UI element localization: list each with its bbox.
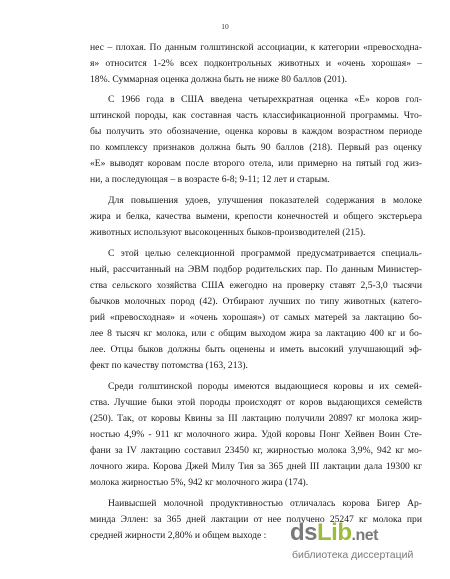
watermark-subtitle: библиотека диссертаций	[292, 549, 414, 561]
text-line: ства сельского хозяйства США ежегодно на проверку ставят 2,5-3,0 тысячи	[90, 280, 422, 291]
dslib-watermark	[290, 517, 432, 567]
logo-lib-text: Lib	[317, 519, 352, 546]
text-line: ностью 4,9% - 911 кг молочного жира. Удой коровы Понг Хейвен Воин Сте-	[90, 429, 422, 440]
text-line: 18%. Суммарная оценка должна быть не ниже 80 баллов (201).	[90, 74, 348, 85]
dslib-logo	[290, 519, 378, 550]
text-line: лее. Отцы быков должны быть оценены и иметь высокий улучшающий эф-	[90, 344, 422, 355]
text-line: животных используют высокоценных быков-производителей (215).	[90, 227, 366, 238]
text-line: ный, рассчитанный на ЭВМ подбор родительских пар. По данным Министер-	[90, 264, 422, 275]
text-line: ства. Лучшие быки этой породы происходят от коров выдающихся семейств	[90, 397, 422, 408]
text-line: бычков молочных пород (42). Отбирают лучших по типу животных (катего-	[90, 296, 422, 307]
logo-ds-text: ds	[290, 519, 318, 546]
page-number: 10	[221, 22, 229, 31]
text-line: по комплексу признаков должна быть 90 баллов (218). Первый раз оценку	[90, 142, 422, 153]
logo-net-text: .net	[351, 527, 378, 544]
text-line: штинской породы, как составная часть классификационной программы. Что-	[90, 110, 422, 121]
text-line: ни, а последующая – в возрасте 6-8; 9-11; 12 лет и старым.	[90, 174, 330, 185]
text-line: Для повышения удоев, улучшения показателей содержания в молоке	[108, 195, 422, 206]
text-line: нес – плохая. По данным голштинской ассоциации, к категории «превосходна-	[90, 42, 422, 53]
text-line: жира и белка, качества вымени, крепости конечностей и общего экстерьера	[90, 211, 422, 222]
text-line: лочного жира. Корова Джей Милу Тия за 365 дней III лактации дала 19300 кг	[90, 461, 422, 472]
text-line: минда Эллен: за 365 дней лактации от нее получено 25247 кг молока при	[90, 514, 422, 525]
text-line: «Е» выводят коровам после второго отела, или примерно на пятый год жиз-	[90, 158, 422, 169]
text-line: средней жирности 2,80% и общем выходе :	[90, 530, 267, 541]
text-line: (250). Так, от коровы Квины за III лактацию получили 20897 кг молока жир-	[90, 413, 422, 424]
text-line: я» относится 1-2% всех подконтрольных животных и «очень хорошая» –	[90, 58, 422, 69]
text-line: фани за IV лактацию составил 23450 кг, жирностью молока 3,9%, 942 кг мо-	[90, 445, 422, 456]
text-line: бы получить это обозначение, оценка коровы в каждом возрастном периоде	[90, 126, 422, 137]
text-line: фект по качеству потомства (163, 213).	[90, 360, 248, 371]
text-line: рий «превосходная» и «очень хорошая») от самых матерей за лактацию бо-	[90, 312, 422, 323]
text-line: молока жирностью 5%, 942 кг молочного жира (174).	[90, 477, 309, 488]
text-line: лее 8 тысяч кг молока, или с общим выходом жира за лактацию 400 кг и бо-	[90, 328, 422, 339]
text-line: Среди голштинской породы имеются выдающиеся коровы и их семей-	[108, 381, 422, 392]
text-line: С 1966 года в США введена четырехкратная оценка «Е» коров гол-	[108, 94, 422, 105]
text-line: С этой целью селекционной программой предусматривается специаль-	[108, 248, 422, 259]
text-line: Наивысшей молочной продуктивностью отличалась корова Бигер Ар-	[108, 498, 422, 509]
